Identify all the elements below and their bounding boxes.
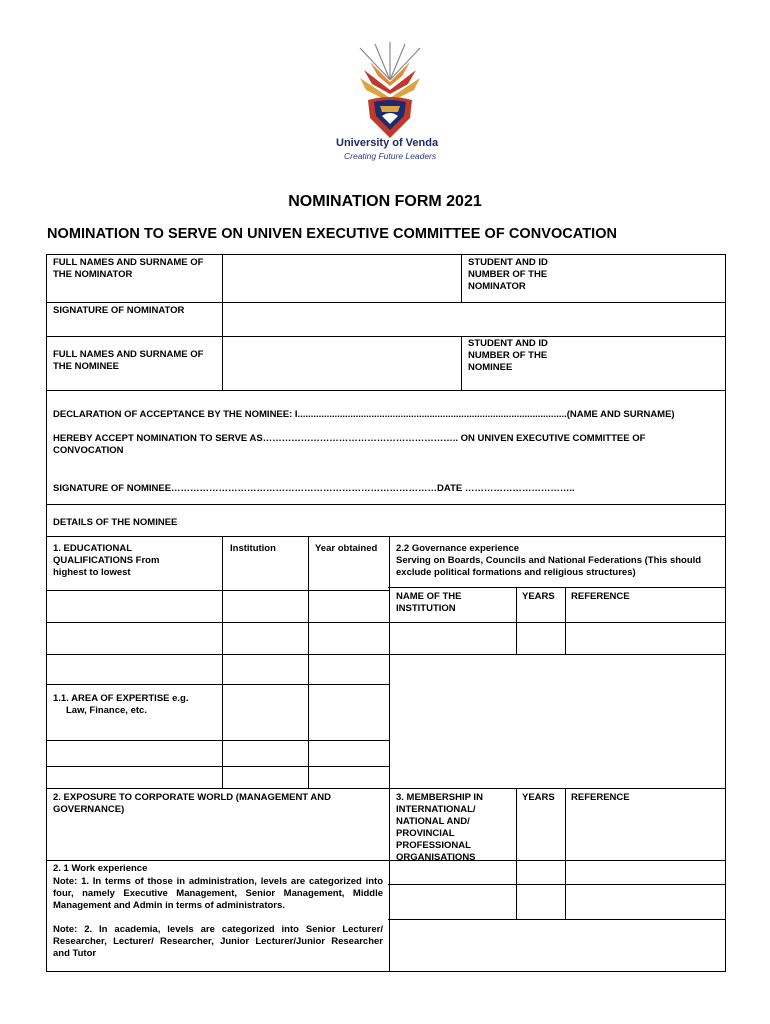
membership-col-years: YEARS <box>522 792 555 803</box>
page-title: NOMINATION FORM 2021 <box>288 193 482 210</box>
logo-tagline: Creating Future Leaders <box>344 151 437 161</box>
declaration-line-1: DECLARATION OF ACCEPTANCE BY THE NOMINEE: I......................................................................................................(NAME AND SURNAME) <box>53 409 675 420</box>
nominee-names-label: FULL NAMES AND SURNAME OF THE NOMINEE <box>53 349 204 372</box>
declaration-line-3: SIGNATURE OF NOMINEE…………………………………………………………………………DATE …………………………….. <box>53 483 575 494</box>
col-institution: Institution <box>230 543 276 554</box>
exposure-label: 2. EXPOSURE TO CORPORATE WORLD (MANAGEMENT AND GOVERNANCE) <box>53 792 331 815</box>
work-note-2: Note: 2. In academia, levels are categorized into Senior Lecturer/ Researcher, Lecturer/ Researcher, Junior Lecturer/Junior Researcher and Tutor <box>53 924 383 959</box>
membership-col-reference: REFERENCE <box>571 792 630 803</box>
membership-label: 3. MEMBERSHIP IN INTERNATIONAL/ NATIONAL AND/ PROVINCIAL PROFESSIONAL ORGANISATIONS <box>396 792 483 863</box>
details-label: DETAILS OF THE NOMINEE <box>53 517 178 528</box>
governance-note: Serving on Boards, Councils and National Federations (This should exclude political formations and religious structures) <box>396 555 702 578</box>
nominator-names-label: FULL NAMES AND SURNAME OF THE NOMINATOR <box>53 257 204 280</box>
expertise-label-line2: Law, Finance, etc. <box>66 705 147 716</box>
governance-title: 2.2 Governance experience <box>396 543 520 554</box>
nominee-id-label: STUDENT AND ID NUMBER OF THE NOMINEE <box>468 338 548 373</box>
gov-col-years: YEARS <box>522 591 555 602</box>
col-year-obtained: Year obtained <box>315 543 378 554</box>
qualifications-label: 1. EDUCATIONAL QUALIFICATIONS From highest to lowest <box>53 543 160 578</box>
expertise-label-line1: 1.1. AREA OF EXPERTISE e.g. <box>53 693 189 704</box>
declaration-line-2: HEREBY ACCEPT NOMINATION TO SERVE AS…………………………………………………….. ON UNIVEN EXECUTIVE COMMITTEE OF CONVOCATION <box>53 433 646 456</box>
logo-name: University of Venda <box>336 137 439 149</box>
work-note-1: Note: 1. In terms of those in administration, levels are categorized into four, namely Executive Management, Senior Management, Middle Management and Admin in terms of administrators. <box>53 876 383 911</box>
gov-col-name: NAME OF THE INSTITUTION <box>396 591 462 614</box>
gov-col-reference: REFERENCE <box>571 591 630 602</box>
page-subtitle: NOMINATION TO SERVE ON UNIVEN EXECUTIVE COMMITTEE OF CONVOCATION <box>47 226 618 242</box>
nominator-signature-label: SIGNATURE OF NOMINATOR <box>53 305 185 316</box>
work-experience-title: 2. 1 Work experience <box>53 863 148 874</box>
nomination-form <box>46 254 726 972</box>
nominator-id-label: STUDENT AND ID NUMBER OF THE NOMINATOR <box>468 257 548 292</box>
